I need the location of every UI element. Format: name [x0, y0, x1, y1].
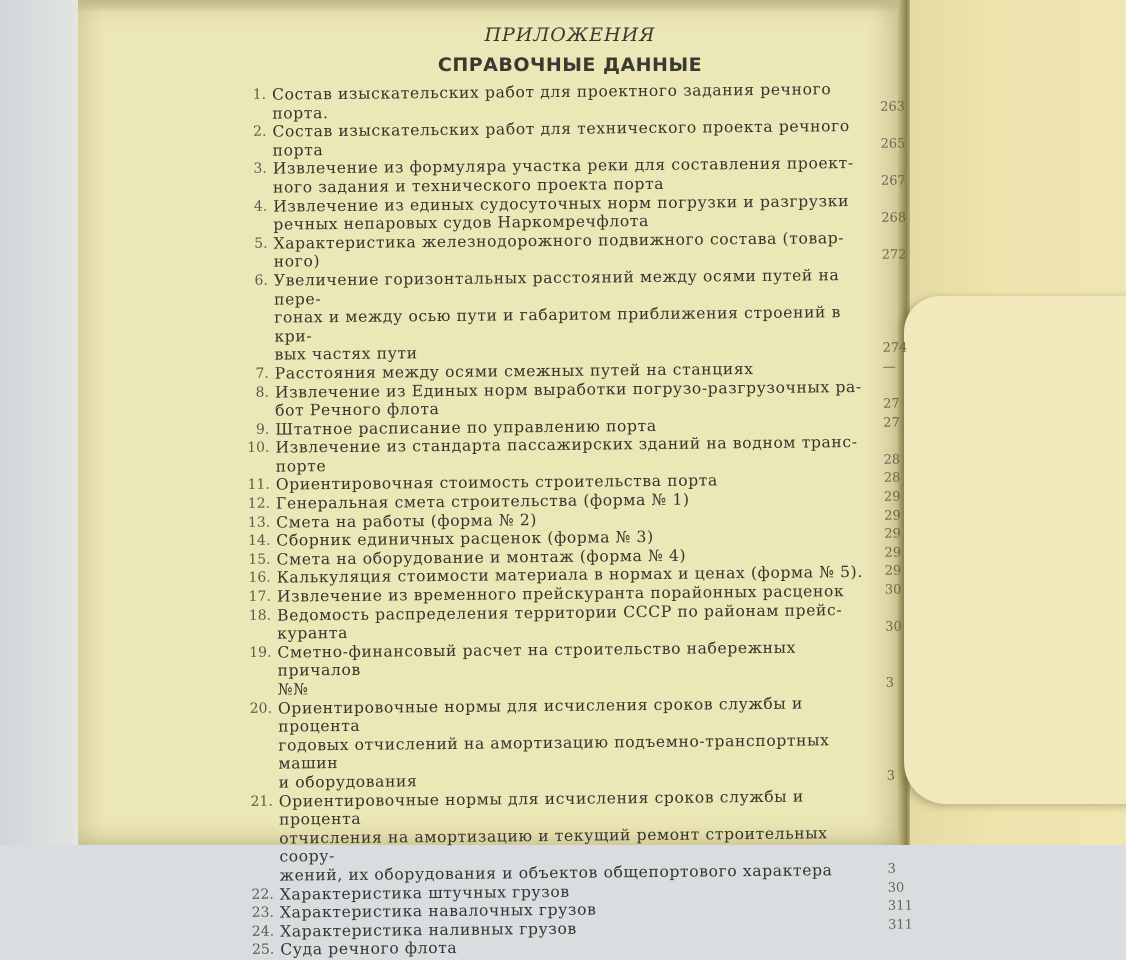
entry-page-number: 311	[887, 898, 913, 914]
entry-title-line: бот Речного флота	[275, 400, 440, 420]
entry-title	[273, 229, 873, 272]
entry-page-number: 29	[884, 545, 902, 561]
entry-title-line: Характеристика навалочных грузов	[279, 900, 597, 922]
toc-entry	[232, 117, 912, 161]
entry-title	[275, 433, 875, 476]
entry-number: 2.	[253, 123, 267, 140]
entry-title-line: годовых отчислений на амортизацию подъемно-транспортных машин	[278, 731, 830, 773]
entry-title-line: Извлечение из стандарта пассажирских зданий на водном транс-	[275, 433, 858, 457]
entry-title-line: Штатное расписание по управлению порта	[275, 416, 657, 439]
entry-page-number: 311	[888, 917, 913, 933]
entry-title-line: ного задания и технического проекта порта	[272, 174, 665, 197]
entry-number: 14.	[248, 532, 271, 550]
entry-title-line: Увеличение горизонтальных расстояний между осями путей на пере-	[273, 266, 840, 309]
entry-title	[272, 117, 872, 160]
entry-page-number: 29	[884, 526, 901, 543]
entry-number: 3.	[253, 161, 267, 178]
entry-page-number: 3	[886, 768, 896, 784]
entry-title-line: Ориентировочная стоимость строительства порта	[275, 471, 718, 495]
entry-title-line: порта	[272, 140, 324, 160]
entry-title	[273, 191, 873, 234]
entry-title-line: Состав изыскательских работ для проектного задания речного порта.	[271, 80, 832, 123]
entry-title-line: Ориентировочные нормы для исчисления сроков службы и процента	[278, 787, 804, 829]
entry-title-line: Ориентировочные нормы для исчисления сроков службы и процента	[277, 694, 804, 736]
entry-title-line: Генеральная смета строительства (форма № 1)	[275, 490, 690, 513]
entry-title-line: Извлечение из единых судосуточных норм погрузки и разгрузки	[273, 191, 850, 216]
entry-number: 10.	[247, 439, 270, 457]
entry-number: 11.	[247, 477, 270, 494]
entry-title-line: Характеристика наливных грузов	[280, 919, 577, 941]
entry-page-number: 265	[880, 136, 906, 152]
toc-entry	[235, 433, 915, 477]
entry-number: 17.	[248, 588, 271, 605]
entry-title-line: Состав изыскательских работ для технического проекта речного	[272, 117, 850, 141]
entry-page-number: 28	[883, 471, 901, 487]
entry-title-line: Извлечение из временного прейскуранта порайонных расценок	[276, 582, 845, 606]
entry-title-line: №№	[277, 680, 309, 699]
entry-page-number: 28	[883, 452, 901, 468]
entry-number: 4.	[253, 198, 268, 215]
entry-title-line: Калькуляция стоимости материала в нормах и ценах (форма № 5).	[276, 563, 863, 588]
entry-number: 7.	[255, 365, 269, 382]
entry-number: 21.	[250, 793, 273, 810]
entry-page-number: 3	[887, 861, 896, 877]
entry-title-line: Сборник единичных расценок (форма № 3)	[276, 528, 654, 550]
entry-page-number: 27	[883, 415, 900, 431]
entry-title-line: ного)	[273, 252, 321, 271]
entry-number: 23.	[251, 904, 275, 921]
entry-title-line: Сметно-финансовый расчет на строительство набережных причалов	[277, 638, 797, 680]
entry-number: 8.	[255, 384, 270, 401]
entry-title-line: порте	[275, 456, 327, 476]
entry-page-number: 29	[884, 508, 901, 524]
entry-page-number: 272	[881, 247, 907, 264]
entry-title	[279, 786, 880, 885]
entry-number: 19.	[249, 644, 272, 661]
entry-page-number: 268	[881, 210, 907, 226]
entry-title	[275, 377, 875, 420]
entry-title-line: Характеристика железнодорожного подвижного состава (товар-	[273, 228, 845, 253]
entry-number: 13.	[247, 514, 271, 531]
entry-page-number: 30	[885, 619, 902, 635]
table-of-contents	[232, 79, 920, 959]
entry-number: 5.	[254, 235, 268, 252]
entry-title-line: Извлечение из формуляра участка реки для составления проект-	[272, 154, 854, 178]
entry-title-line: гонах и между осью пути и габаритом приближения строений в кри-	[274, 303, 842, 346]
toc-entry	[233, 191, 913, 235]
entry-title-line: Суда речного флота	[280, 939, 458, 959]
toc-entry	[239, 786, 920, 885]
entry-title-line: вых частях пути	[274, 344, 418, 364]
entry-number: 16.	[248, 570, 271, 587]
entry-title-line: Расстояния между осями смежных путей на станциях	[274, 359, 754, 383]
entry-title-line: и оборудования	[278, 772, 418, 792]
entry-title	[277, 600, 877, 643]
entry-title	[277, 638, 878, 700]
entry-page-number: 29	[884, 564, 902, 580]
entry-page-number: 29	[883, 489, 901, 505]
entry-title-line: Ведомость распределения территории СССР по районам прейс-	[276, 600, 843, 625]
toc-entry	[235, 377, 915, 421]
entry-title-line: Характеристика штучных грузов	[279, 882, 570, 904]
subtitle: СПРАВОЧНЫЕ ДАННЫЕ	[437, 54, 703, 76]
entry-number: 15.	[248, 551, 271, 568]
toc-entry	[234, 265, 915, 364]
toc-entry	[233, 154, 913, 198]
entry-number: 6.	[254, 272, 268, 289]
entry-number: 20.	[249, 700, 273, 717]
toc-entry	[233, 228, 913, 272]
entry-title-line: речных непаровых судов Наркомречфлота	[273, 212, 650, 234]
section-title: ПРИЛОЖЕНИЯ	[484, 24, 656, 46]
entry-number: 18.	[248, 607, 272, 624]
page-top-shadow	[78, 0, 908, 12]
entry-number: 24.	[251, 923, 275, 940]
toc-entry	[232, 79, 912, 123]
entry-page-number: 30	[887, 880, 905, 896]
entry-number: 9.	[255, 421, 270, 438]
entry-title	[273, 154, 873, 197]
toc-entry	[237, 600, 917, 644]
entry-title-line: Смета на оборудование и монтаж (форма № 4)	[276, 546, 687, 569]
entry-page-number: 263	[880, 99, 906, 115]
entry-title	[272, 80, 872, 123]
entry-number: 1.	[252, 86, 267, 103]
folded-page-flap	[904, 296, 1126, 804]
entry-title-line: жений, их оборудования и объектов общепортового характера	[279, 861, 833, 885]
entry-title-line: Извлечение из Единых норм выработки погрузо-разгрузочных ра-	[274, 377, 862, 402]
entry-page-number: —	[882, 359, 896, 375]
toc-entry	[237, 637, 918, 699]
entry-page-number: 27	[883, 396, 900, 412]
entry-title-line: отчисления на амортизацию и текущий ремонт строительных соору-	[279, 824, 828, 866]
entry-number: 12.	[247, 495, 271, 512]
entry-title-line: Смета на работы (форма № 2)	[276, 510, 538, 532]
entry-number: 22.	[251, 886, 274, 903]
background-surface	[0, 0, 80, 845]
entry-page-number: 3	[885, 675, 895, 691]
entry-page-number: 267	[880, 173, 906, 189]
entry-page-number: 30	[884, 582, 902, 598]
entry-page-number: 274	[882, 340, 908, 357]
entry-title	[274, 266, 875, 365]
entry-title-line: куранта	[277, 624, 349, 643]
toc-entry	[238, 693, 919, 792]
entry-number: 25.	[251, 941, 275, 959]
entry-title	[278, 693, 879, 792]
